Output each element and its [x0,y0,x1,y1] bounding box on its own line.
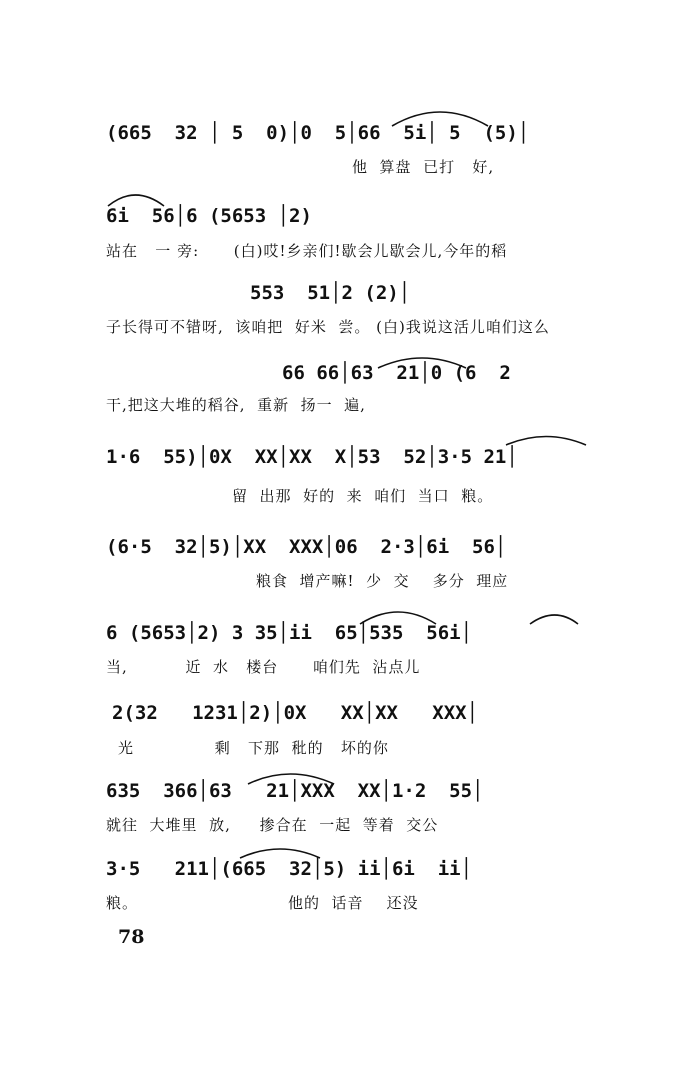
notes-line-2: 6i 56│6 (5653 │2) [106,205,312,227]
notes-line-1: (665 32 │ 5 0)│0 5│66 5i│ 5 (5)│ [106,122,530,144]
lyrics-line-7: 当, 近 水 楼台 咱们先 沾点儿 [106,658,421,676]
lyrics-line-9: 就往 大堆里 放, 掺合在 一起 等着 交公 [106,816,439,834]
slur-line7b [530,615,578,624]
lyrics-line-3: 子长得可不错呀, 该咱把 好米 尝。 (白)我说这活儿咱们这么 [106,318,550,336]
notes-line-3: 553 51│2 (2)│ [250,282,411,304]
notes-line-5: 1·6 55)│0X XX│XX X│53 52│3·5 21│ [106,446,518,468]
lyrics-line-5: 留 出那 好的 来 咱们 当口 粮。 [232,487,494,505]
slur-line5 [506,437,586,446]
notes-line-6: (6·5 32│5)│XX XXX│06 2·3│6i 56│ [106,536,507,558]
page-number: 78 [118,926,145,948]
lyrics-line-10: 粮。 他的 话音 还没 [106,894,419,912]
lyrics-line-6: 粮食 增产嘛! 少 交 多分 理应 [256,572,509,590]
notes-line-10: 3·5 211│(665 32│5) ii│6i ii│ [106,858,473,880]
slur-line10 [240,849,320,858]
notes-line-8: 2(32 1231│2)│0X XX│XX XXX│ [112,702,479,724]
notes-line-9: 635 366│63 21│XXX XX│1·2 55│ [106,780,484,802]
lyrics-line-8: 光 剩 下那 秕的 坏的你 [118,739,389,757]
lyrics-line-4: 干,把这大堆的稻谷, 重新 扬一 遍, [106,396,366,414]
lyrics-line-2: 站在 一 旁: (白)哎!乡亲们!歇会儿歇会儿,今年的稻 [106,242,508,260]
notes-line-4: 66 66│63 21│0 (6 2 [282,362,511,384]
notes-line-7: 6 (5653│2) 3 35│ii 65│535 56i│ [106,622,473,644]
lyrics-line-1: 他 算盘 已打 好, [352,158,495,176]
